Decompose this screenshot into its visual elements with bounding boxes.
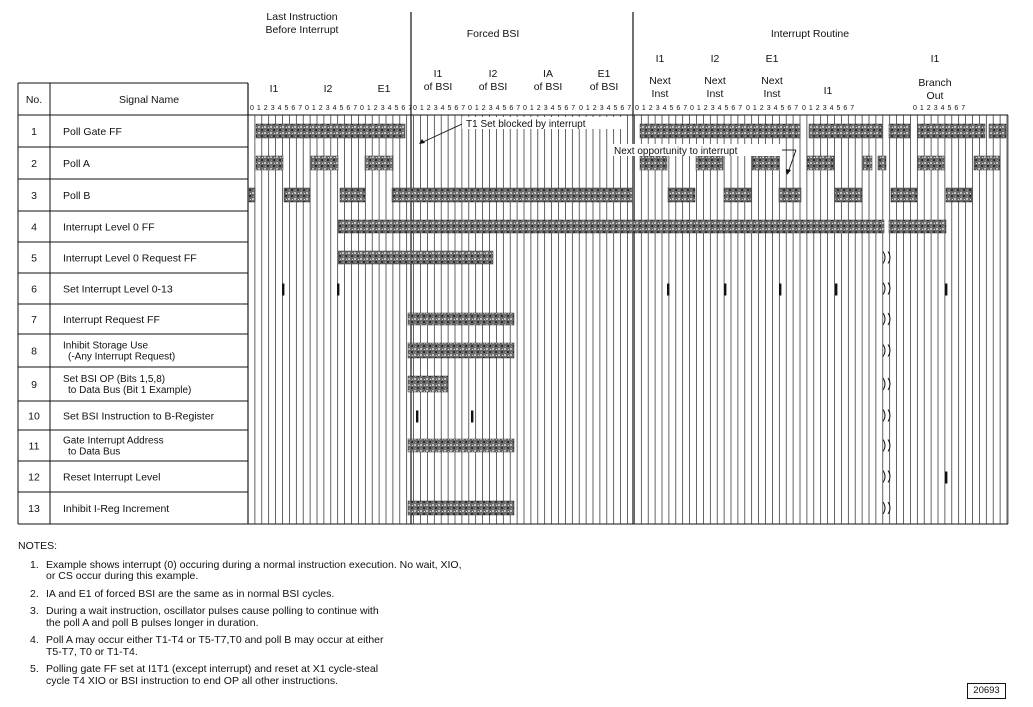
tick-digit: 4 <box>277 105 282 112</box>
signal-pulse-bar <box>835 188 862 202</box>
tick-digit: 2 <box>703 105 708 112</box>
signal-pulse-mark <box>282 284 284 296</box>
header-no: No. <box>25 94 43 106</box>
tick-digit: 5 <box>780 105 785 112</box>
note-item <box>30 635 618 658</box>
signal-number: 6 <box>31 283 37 296</box>
cycle-label: Inst <box>651 88 669 100</box>
tick-digit: 1 <box>919 105 924 112</box>
signal-pulse-bar <box>989 124 1006 138</box>
cycle-label: Out <box>926 90 944 102</box>
time-break-mark <box>883 252 890 264</box>
tick-digit: 7 <box>408 105 413 112</box>
cycle-label: I2 <box>488 68 498 80</box>
cycle-label: Branch <box>918 77 952 89</box>
tick-digit: 1 <box>366 105 371 112</box>
signal-pulse-bar <box>918 124 985 138</box>
signal-pulse-mark <box>945 472 947 484</box>
signal-pulse-bar <box>408 313 514 325</box>
cycle-label: I1 <box>930 53 940 65</box>
arrow-head <box>786 169 791 175</box>
note-text: Polling gate FF set at I1T1 (except interrupt) and reset at X1 cycle-steal cycle T4 XIO or BSI instruction to end OP all other instructions. <box>46 663 379 687</box>
tick-digit: 6 <box>676 105 681 112</box>
tick-digit: 6 <box>843 105 848 112</box>
signal-pulse-bar <box>724 188 751 202</box>
annotation-next-opportunity: Next opportunity to interrupt <box>614 146 738 157</box>
cycle-label: Inst <box>763 88 781 100</box>
tick-digit: 6 <box>954 105 959 112</box>
tick-digit: 3 <box>599 105 604 112</box>
tick-digit: 3 <box>822 105 827 112</box>
signal-name: Interrupt Level 0 FF <box>63 221 155 234</box>
tick-digit: 1 <box>529 105 534 112</box>
tick-digit: 3 <box>488 105 493 112</box>
signal-pulse-mark <box>471 411 473 423</box>
tick-digit: 1 <box>256 105 261 112</box>
signal-name: Poll Gate FF <box>63 126 122 138</box>
tick-digit: 5 <box>613 105 618 112</box>
note-item <box>30 664 618 687</box>
tick-digit: 5 <box>669 105 674 112</box>
tick-digit: 1 <box>808 105 813 112</box>
tick-digit: 5 <box>502 105 507 112</box>
cycle-label: I1 <box>655 53 665 65</box>
tick-digit: 2 <box>373 105 378 112</box>
cycle-label: of BSI <box>478 81 508 93</box>
tick-digit: 5 <box>557 105 562 112</box>
tick-digit: 1 <box>641 105 646 112</box>
signal-number: 5 <box>31 252 37 265</box>
signal-pulse-mark <box>667 284 669 296</box>
cycle-label: I1 <box>433 68 443 80</box>
section-label: Last Instruction <box>266 11 338 23</box>
cycle-label: Next <box>761 75 783 87</box>
tick-digit: 0 <box>468 105 472 112</box>
tick-digit: 6 <box>787 105 792 112</box>
tick-digit: 5 <box>339 105 344 112</box>
signal-pulse-bar <box>878 156 886 170</box>
cycle-label: E1 <box>597 68 611 80</box>
cycle-label: I1 <box>823 85 833 97</box>
tick-digit: 4 <box>662 105 667 112</box>
time-break-mark <box>883 283 890 295</box>
tick-digit: 6 <box>454 105 459 112</box>
note-text: IA and E1 of forced BSI are the same as in normal BSI cycles. <box>46 587 335 600</box>
tick-digit: 7 <box>461 105 466 112</box>
tick-digit: 3 <box>543 105 548 112</box>
signal-pulse-bar <box>946 188 972 202</box>
signal-name: Poll A <box>63 158 90 170</box>
signal-pulse-bar <box>284 188 310 202</box>
signal-pulse-bar <box>889 220 946 233</box>
tick-digit: 0 <box>802 105 806 112</box>
tick-digit: 3 <box>933 105 938 112</box>
tick-digit: 7 <box>961 105 966 112</box>
tick-digit: 7 <box>794 105 799 112</box>
signal-pulse-bar <box>974 156 1000 170</box>
section-label: Interrupt Routine <box>770 28 850 40</box>
signal-name: Set BSI Instruction to B-Register <box>63 410 215 423</box>
signal-pulse-bar <box>863 156 872 170</box>
tick-digit: 0 <box>360 105 364 112</box>
signal-pulse-bar <box>668 188 695 202</box>
tick-digit: 0 <box>913 105 917 112</box>
signal-pulse-bar <box>891 188 917 202</box>
note-number: 2. <box>30 587 39 600</box>
cycle-label: of BSI <box>589 81 619 93</box>
signal-number: 8 <box>31 345 37 358</box>
tick-digit: 3 <box>710 105 715 112</box>
signal-pulse-bar <box>311 156 338 170</box>
tick-digit: 1 <box>311 105 316 112</box>
tick-digit: 3 <box>380 105 385 112</box>
time-break-mark <box>883 313 890 325</box>
tick-digit: 6 <box>731 105 736 112</box>
tick-digit: 3 <box>655 105 660 112</box>
tick-digit: 2 <box>426 105 431 112</box>
signal-pulse-bar <box>918 156 944 170</box>
note-text: During a wait instruction, oscillator pulses cause polling to continue with the poll A and poll B pulses longer in duration. <box>46 605 379 629</box>
tick-digit: 2 <box>815 105 820 112</box>
tick-digit: 2 <box>759 105 764 112</box>
tick-digit: 4 <box>773 105 778 112</box>
tick-digit: 4 <box>387 105 392 112</box>
tick-digit: 7 <box>627 105 632 112</box>
tick-digit: 0 <box>690 105 694 112</box>
tick-digit: 6 <box>564 105 569 112</box>
tick-digit: 1 <box>585 105 590 112</box>
tick-digit: 2 <box>263 105 268 112</box>
tick-digit: 4 <box>829 105 834 112</box>
tick-digit: 3 <box>270 105 275 112</box>
signal-name: Inhibit Storage Use <box>63 340 149 352</box>
annotation-t1-blocked: T1 Set blocked by interrupt <box>466 119 586 130</box>
header-signal-name: Signal Name <box>118 94 180 106</box>
cycle-label: E1 <box>377 83 391 95</box>
signal-pulse-mark <box>835 284 837 296</box>
notes-list <box>18 560 618 688</box>
note-text: Poll A may occur either T1-T4 or T5-T7,T0 and poll B may occur at either T5-T7, T0 or T1-T4. <box>46 634 384 658</box>
cycle-label: Next <box>649 75 671 87</box>
signal-number: 1 <box>31 126 37 138</box>
time-break-mark <box>883 471 890 483</box>
signal-number: 3 <box>31 190 37 202</box>
signal-pulse-mark <box>416 411 418 423</box>
signal-name: Inhibit I-Reg Increment <box>63 503 170 515</box>
signal-number: 10 <box>28 410 40 423</box>
tick-digit: 3 <box>433 105 438 112</box>
tick-digit: 4 <box>940 105 945 112</box>
tick-digit: 6 <box>620 105 625 112</box>
tick-digit: 6 <box>509 105 514 112</box>
time-break-mark <box>883 410 890 422</box>
tick-digit: 5 <box>284 105 289 112</box>
annotation-arrow-line <box>789 150 796 170</box>
note-item <box>30 589 618 601</box>
signal-pulse-bar <box>256 156 283 170</box>
tick-digit: 1 <box>419 105 424 112</box>
tick-digit: 7 <box>850 105 855 112</box>
signal-pulse-bar <box>392 188 633 202</box>
tick-digit: 4 <box>550 105 555 112</box>
tick-digit: 5 <box>724 105 729 112</box>
signal-pulse-bar <box>779 188 801 202</box>
signal-pulse-bar <box>340 188 365 202</box>
time-break-mark <box>883 440 890 452</box>
signal-pulse-bar <box>640 124 800 138</box>
tick-digit: 4 <box>717 105 722 112</box>
cycle-label: IA <box>543 68 553 80</box>
signal-name: Set Interrupt Level 0-13 <box>63 283 173 296</box>
signal-pulse-bar <box>248 188 255 202</box>
signal-number: 11 <box>28 440 40 453</box>
cycle-label: E1 <box>765 53 779 65</box>
signal-pulse-bar <box>640 156 667 170</box>
signal-name: (-Any Interrupt Request) <box>68 351 176 363</box>
cycle-label: I2 <box>323 83 333 95</box>
tick-digit: 4 <box>332 105 337 112</box>
tick-digit: 2 <box>536 105 541 112</box>
signal-pulse-mark <box>779 284 781 296</box>
tick-digit: 5 <box>947 105 952 112</box>
tick-digit: 5 <box>394 105 399 112</box>
note-text: Example shows interrupt (0) occuring during a normal instruction execution. No wait, XIO, or CS occur during this example. <box>46 558 462 582</box>
cycle-label: I2 <box>710 53 720 65</box>
signal-pulse-mark <box>724 284 726 296</box>
signal-pulse-bar <box>889 124 910 138</box>
notes-title: NOTES: <box>18 540 58 552</box>
cycle-label: I1 <box>269 83 279 95</box>
tick-digit: 4 <box>440 105 445 112</box>
tick-digit: 0 <box>746 105 750 112</box>
cycle-label: of BSI <box>533 81 563 93</box>
note-number: 5. <box>30 663 39 675</box>
cycle-label: of BSI <box>423 81 453 93</box>
signal-pulse-mark <box>337 284 339 296</box>
signal-name: to Data Bus <box>68 446 121 458</box>
note-number: 3. <box>30 605 39 617</box>
note-number: 4. <box>30 634 39 646</box>
signal-pulse-bar <box>365 156 393 170</box>
tick-digit: 7 <box>353 105 358 112</box>
annotation-arrow-line <box>423 124 462 142</box>
signal-pulse-bar <box>408 376 448 392</box>
tick-digit: 0 <box>523 105 527 112</box>
tick-digit: 2 <box>318 105 323 112</box>
tick-digit: 4 <box>495 105 500 112</box>
tick-digit: 5 <box>836 105 841 112</box>
figure-number: 20693 <box>967 683 1006 699</box>
cycle-label: Inst <box>706 88 724 100</box>
note-number: 1. <box>30 558 39 571</box>
signal-pulse-bar <box>752 156 779 170</box>
tick-digit: 7 <box>571 105 576 112</box>
tick-digit: 0 <box>305 105 309 112</box>
tick-digit: 2 <box>481 105 486 112</box>
signal-number: 12 <box>28 471 40 484</box>
section-label: Before Interrupt <box>265 24 339 36</box>
signal-name: Poll B <box>63 190 91 202</box>
signal-pulse-bar <box>807 156 834 170</box>
tick-digit: 0 <box>635 105 639 112</box>
signal-number: 7 <box>31 314 37 326</box>
signal-number: 2 <box>31 158 37 170</box>
tick-digit: 4 <box>606 105 611 112</box>
signal-pulse-bar <box>408 501 514 515</box>
signal-name: Reset Interrupt Level <box>63 471 161 484</box>
signal-name: Set BSI OP (Bits 1,5,8) <box>63 374 166 385</box>
tick-digit: 6 <box>401 105 406 112</box>
signal-number: 9 <box>31 379 37 391</box>
tick-digit: 0 <box>579 105 583 112</box>
tick-digit: 6 <box>291 105 296 112</box>
signal-pulse-mark <box>945 284 947 296</box>
signal-pulse-bar <box>256 124 405 138</box>
tick-digit: 2 <box>648 105 653 112</box>
signal-pulse-bar <box>408 343 514 358</box>
tick-digit: 6 <box>346 105 351 112</box>
tick-digit: 3 <box>325 105 330 112</box>
signal-name: Gate Interrupt Address <box>63 435 164 447</box>
tick-digit: 7 <box>683 105 688 112</box>
signal-pulse-bar <box>408 439 514 452</box>
signal-name: to Data Bus (Bit 1 Example) <box>68 385 192 396</box>
signal-pulse-bar <box>809 124 882 138</box>
signal-pulse-bar <box>696 156 723 170</box>
signal-number: 13 <box>28 503 40 515</box>
cycle-label: Next <box>704 75 726 87</box>
tick-digit: 5 <box>447 105 452 112</box>
tick-digit: 7 <box>738 105 743 112</box>
tick-digit: 7 <box>298 105 303 112</box>
note-item <box>30 560 618 583</box>
time-break-mark <box>883 345 890 357</box>
tick-digit: 1 <box>696 105 701 112</box>
signal-number: 4 <box>31 221 37 234</box>
signal-name: Interrupt Request FF <box>63 314 160 326</box>
signal-name: Interrupt Level 0 Request FF <box>63 252 197 265</box>
tick-digit: 2 <box>926 105 931 112</box>
signal-pulse-bar <box>338 251 493 264</box>
time-break-mark <box>883 378 890 390</box>
tick-digit: 7 <box>516 105 521 112</box>
signal-pulse-bar <box>338 220 884 233</box>
tick-digit: 1 <box>474 105 479 112</box>
tick-digit: 0 <box>250 105 254 112</box>
tick-digit: 2 <box>592 105 597 112</box>
tick-digit: 0 <box>413 105 417 112</box>
section-label: Forced BSI <box>466 28 520 40</box>
time-break-mark <box>883 502 890 514</box>
note-item <box>30 606 618 629</box>
tick-digit: 1 <box>752 105 757 112</box>
notes-section <box>18 541 618 693</box>
tick-digit: 3 <box>766 105 771 112</box>
